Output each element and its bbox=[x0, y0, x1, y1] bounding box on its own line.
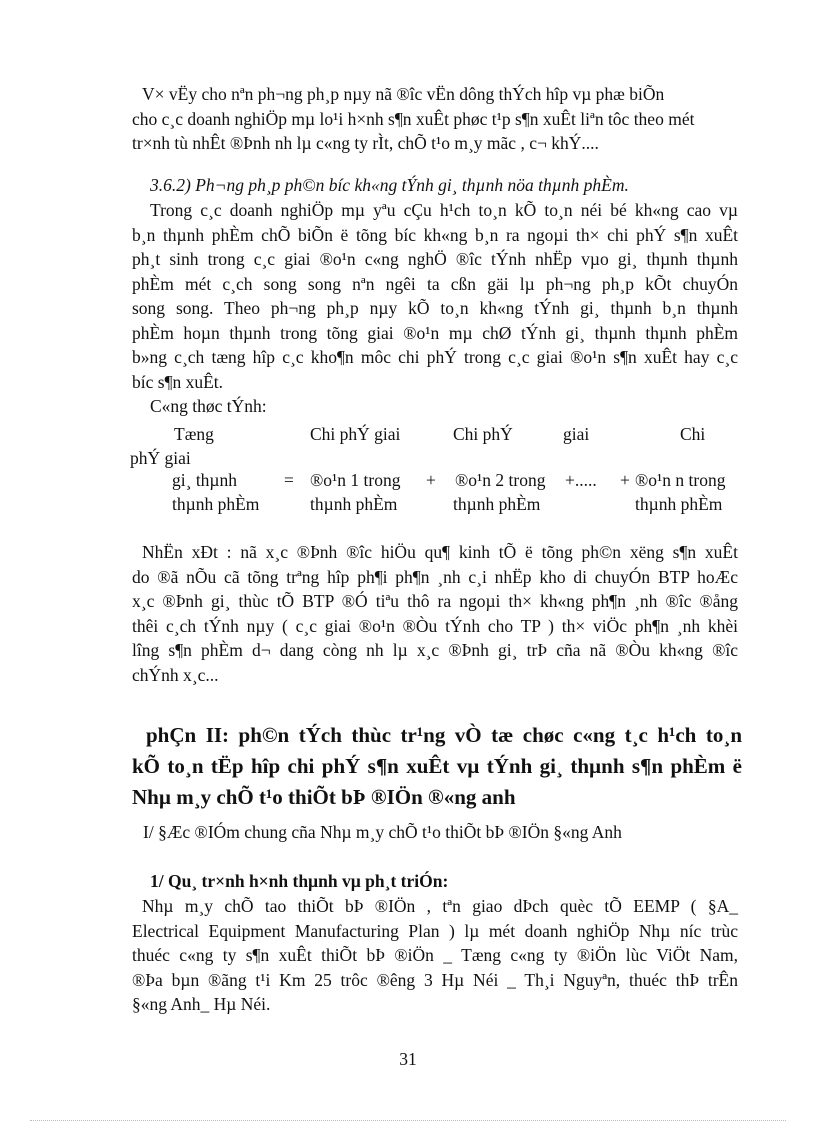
formula-term: thµnh phÈm bbox=[172, 494, 260, 514]
formula-term: ®o¹n 2 trong bbox=[455, 470, 546, 490]
text-line: thêi c¸ch tÝnh nµy ( c¸c giai ®o¹n ®Òu tÝnh cho TP ) th× viÖc ph¶n ¸nh khèi bbox=[132, 615, 738, 636]
formula-term: thµnh phÈm bbox=[635, 494, 723, 514]
text-line: lîng s¶n phÈm d¬ dang còng nh lµ x¸c ®Þnh gi¸ trÞ cña nã ®Òu kh«ng ®îc bbox=[132, 640, 738, 660]
text-line: V× vËy cho nªn ph¬ng ph¸p nµy nã ®îc vËn dông thÝch hîp vµ phæ biÕn bbox=[142, 84, 665, 104]
part-title-line: phÇn II: ph©n tÝch thùc tr¹ng vÒ tæ chøc c«ng t¸c h¹ch to¸n bbox=[146, 723, 742, 747]
paragraph-history bbox=[132, 894, 738, 1017]
text-line: chÝnh x¸c... bbox=[132, 664, 219, 685]
formula-term: = bbox=[284, 470, 294, 490]
formula-term: gi¸ thµnh bbox=[172, 470, 238, 490]
text-line: phÈm hoµn thµnh trong tõng giai ®o¹n mµ chØ tÝnh gi¸ thµnh thµnh phÈm bbox=[132, 322, 738, 343]
paragraph-method bbox=[132, 198, 738, 394]
cost-formula bbox=[130, 424, 740, 520]
formula-term: thµnh phÈm bbox=[310, 494, 398, 514]
subsection-heading: 1/ Qu¸ tr×nh h×nh thµnh vµ ph¸t triÓn: bbox=[150, 871, 449, 891]
text-line: ph¸t sinh trong c¸c giai ®o¹n c«ng nghÖ ®îc tÝnh nhËp vµo gi¸ thµnh thµnh bbox=[132, 249, 738, 269]
text-line: b¸n thµnh phÈm chÕ biÕn ë tõng bíc kh«ng b¸n ra ngoµi th× chi phÝ s¶n xuÊt bbox=[132, 224, 738, 245]
formula-term: phÝ giai bbox=[130, 448, 191, 468]
page-number: 31 bbox=[399, 1049, 417, 1069]
formula-term: ®o¹n 1 trong bbox=[310, 470, 401, 490]
heading-text: 3.6.2) Ph¬ng ph¸p ph©n bíc kh«ng tÝnh gi¸ thµnh nöa thµnh phÈm. bbox=[150, 175, 629, 195]
part-title bbox=[132, 720, 742, 813]
text-line: song song. Theo ph¬ng ph¸p nµy kÕ to¸n kh«ng tÝnh gi¸ thµnh b¸n thµnh bbox=[132, 298, 738, 318]
text-line: §«ng Anh_ Hµ Néi. bbox=[132, 994, 271, 1014]
text-line: x¸c ®Þnh gi¸ thùc tÕ BTP ®Ó tiªu thô ra ngoµi th× kh«ng ph¶n ¸nh ®îc ®ång bbox=[132, 591, 738, 611]
paragraph-intro bbox=[132, 82, 738, 156]
part-title-line: Nhµ m¸y chÕ t¹o thiÕt bÞ ®IÖn ®«ng anh bbox=[132, 785, 516, 809]
formula-term: ®o¹n n trong bbox=[635, 470, 726, 490]
text-line: NhËn xÐt : nã x¸c ®Þnh ®îc hiÖu qu¶ kinh tÕ ë tõng ph©n xëng s¶n xuÊt bbox=[142, 542, 738, 562]
formula-term: thµnh phÈm bbox=[453, 494, 541, 514]
section-heading: I/ §Æc ®IÓm chung cña Nhµ m¸y chÕ t¹o thiÕt bÞ ®IÖn §«ng Anh bbox=[143, 822, 622, 842]
text-line: Electrical Equipment Manufacturing Plan ) lµ mét doanh nghiÖp Nhµ níc trùc bbox=[132, 920, 738, 941]
formula-term: Chi phÝ giai bbox=[310, 424, 401, 444]
formula-term: Tæng bbox=[174, 424, 214, 444]
part-title-line: kÕ to¸n tËp hîp chi phÝ s¶n xuÊt vµ tÝnh gi¸ thµnh s¶n phÈm ë bbox=[132, 754, 742, 778]
formula-term: +..... bbox=[565, 470, 597, 490]
text-line: Trong c¸c doanh nghiÖp mµ yªu cÇu h¹ch to¸n kÕ to¸n néi bé kh«ng cao vµ bbox=[150, 200, 738, 220]
paragraph-remark bbox=[132, 540, 738, 687]
formula-term: + bbox=[426, 470, 436, 490]
formula-term: + bbox=[620, 470, 630, 490]
subsection-heading-3-6-2 bbox=[150, 173, 629, 198]
formula-term: giai bbox=[563, 424, 590, 444]
page-footer-divider bbox=[30, 1120, 786, 1121]
formula-term: Chi phÝ bbox=[453, 424, 513, 444]
formula-label-text: C«ng thøc tÝnh: bbox=[150, 396, 267, 416]
text-line: b»ng c¸ch tæng hîp c¸c kho¶n môc chi phÝ trong c¸c giai ®o¹n s¶n xuÊt hay c¸c bbox=[132, 347, 738, 367]
text-line: ®Þa bµn ®ãng t¹i Km 25 trôc ®êng 3 Hµ Néi _ Th¸i Nguyªn, thuéc thÞ trÊn bbox=[132, 969, 738, 990]
text-line: bíc s¶n xuÊt. bbox=[132, 371, 224, 392]
text-line: do ®ã nÕu cã tõng trªng hîp ph¶i ph¶n ¸nh c¸i nhËp kho di chuyÓn BTP hoÆc bbox=[132, 566, 738, 587]
formula-term: Chi bbox=[680, 424, 706, 444]
text-line: Nhµ m¸y chÕ tao thiÕt bÞ ®IÖn , tªn giao dÞch quèc tÕ EEMP ( §A_ bbox=[142, 896, 738, 916]
formula-label bbox=[150, 394, 267, 419]
text-line: thuéc c«ng ty s¶n xuÊt thiÕt bÞ ®iÖn _ Tæng c«ng ty ®iÖn lùc ViÖt Nam, bbox=[132, 945, 738, 965]
text-line: phÈm mét c¸ch song song nªn ngêi ta cßn gäi lµ ph¬ng ph¸p kÕt chuyÓn bbox=[132, 273, 738, 294]
text-line: tr×nh tù nhÊt ®Þnh nh lµ c«ng ty rÌt, chÕ t¹o m¸y mãc , c¬ khÝ.... bbox=[132, 133, 599, 153]
text-line: cho c¸c doanh nghiÖp mµ lo¹i h×nh s¶n xuÊt phøc t¹p s¶n xuÊt liªn tôc theo mét bbox=[132, 108, 695, 129]
